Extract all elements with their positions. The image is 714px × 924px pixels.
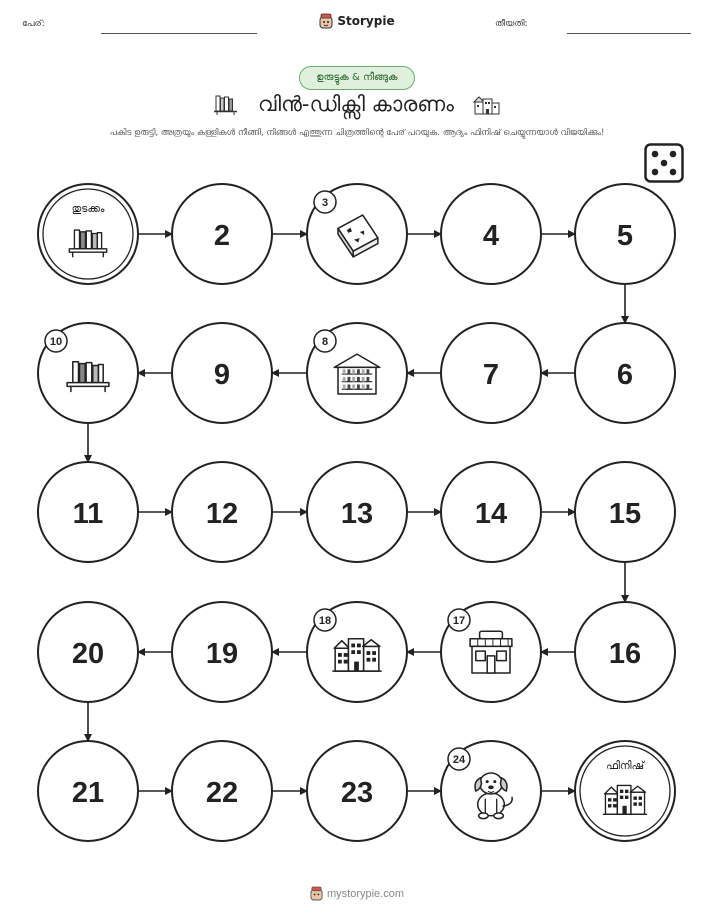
board-cell-15 (575, 462, 675, 562)
board-cell-18 (307, 602, 407, 702)
board-cell-19 (172, 602, 272, 702)
cell-number: 5 (616, 220, 634, 252)
cell-number: 8 (321, 336, 329, 348)
footer (0, 886, 714, 905)
date-label: തീയതി: (495, 19, 528, 29)
town-icon (332, 639, 381, 671)
board-cell-23 (307, 741, 407, 841)
cell-number: 11 (72, 498, 104, 530)
cell-number: 3 (321, 197, 329, 209)
cell-number: 9 (213, 359, 231, 391)
board-cell-3 (307, 184, 407, 284)
board-cell-8 (307, 323, 407, 423)
cell-number: 6 (616, 359, 634, 391)
board-cell-1 (38, 184, 138, 284)
board-cell-4 (441, 184, 541, 284)
name-label: പേര്: (22, 19, 45, 29)
board-cell-10 (38, 323, 138, 423)
cell-number: 7 (482, 359, 500, 391)
board-cell-14 (441, 462, 541, 562)
finish-label: ഫിനിഷ് (606, 760, 644, 772)
board-cell-24 (441, 741, 541, 841)
board-cell-7 (441, 323, 541, 423)
start-label: തുടക്കം (71, 203, 105, 215)
board-cell-20 (38, 602, 138, 702)
board-cell-25 (575, 741, 675, 841)
town-icon (603, 785, 647, 814)
board-cell-2 (172, 184, 272, 284)
cell-number: 18 (318, 615, 332, 627)
instructions-text: പകിട ഉരുട്ടി, അത്രയും കള്ളികൾ നീങ്ങി, നിങ്ങൾ എത്തുന്ന ചിത്രത്തിന്റെ പേര് പറയുക. ആദ്യം ഫിനിഷ് ചെയ്യുന്നയാൾ വിജയിക്കും! (109, 128, 605, 138)
cell-number: 2 (213, 220, 231, 252)
page-title: വിൻ-ഡിക്സി കാരണം (258, 92, 454, 116)
board-cell-22 (172, 741, 272, 841)
cell-number: 10 (49, 336, 63, 348)
cell-number: 19 (205, 638, 239, 670)
cell-number: 12 (205, 498, 239, 530)
board-cell-12 (172, 462, 272, 562)
cell-number: 20 (71, 638, 105, 670)
cell-number: 4 (482, 220, 500, 252)
board-cell-16 (575, 602, 675, 702)
cell-number: 17 (452, 615, 466, 627)
board-cell-6 (575, 323, 675, 423)
footer-url[interactable]: mystorypie.com (326, 887, 405, 900)
board-cell-17 (441, 602, 541, 702)
board-cell-21 (38, 741, 138, 841)
cell-number: 13 (340, 498, 374, 530)
cell-number: 16 (608, 638, 642, 670)
board-cell-9 (172, 323, 272, 423)
activity-badge: ഉരുട്ടുക & നീങ്ങുക (299, 66, 415, 90)
cell-number: 23 (340, 777, 374, 809)
board-cell-5 (575, 184, 675, 284)
brand-name: Storypie (337, 14, 395, 28)
cell-number: 22 (205, 777, 239, 809)
board-cell-11 (38, 462, 138, 562)
cell-number: 15 (608, 498, 642, 530)
cell-number: 14 (474, 498, 508, 530)
cell-number: 24 (452, 754, 466, 766)
storypie-mascot-icon (310, 886, 323, 901)
board-cell-13 (307, 462, 407, 562)
cell-number: 21 (71, 777, 105, 809)
